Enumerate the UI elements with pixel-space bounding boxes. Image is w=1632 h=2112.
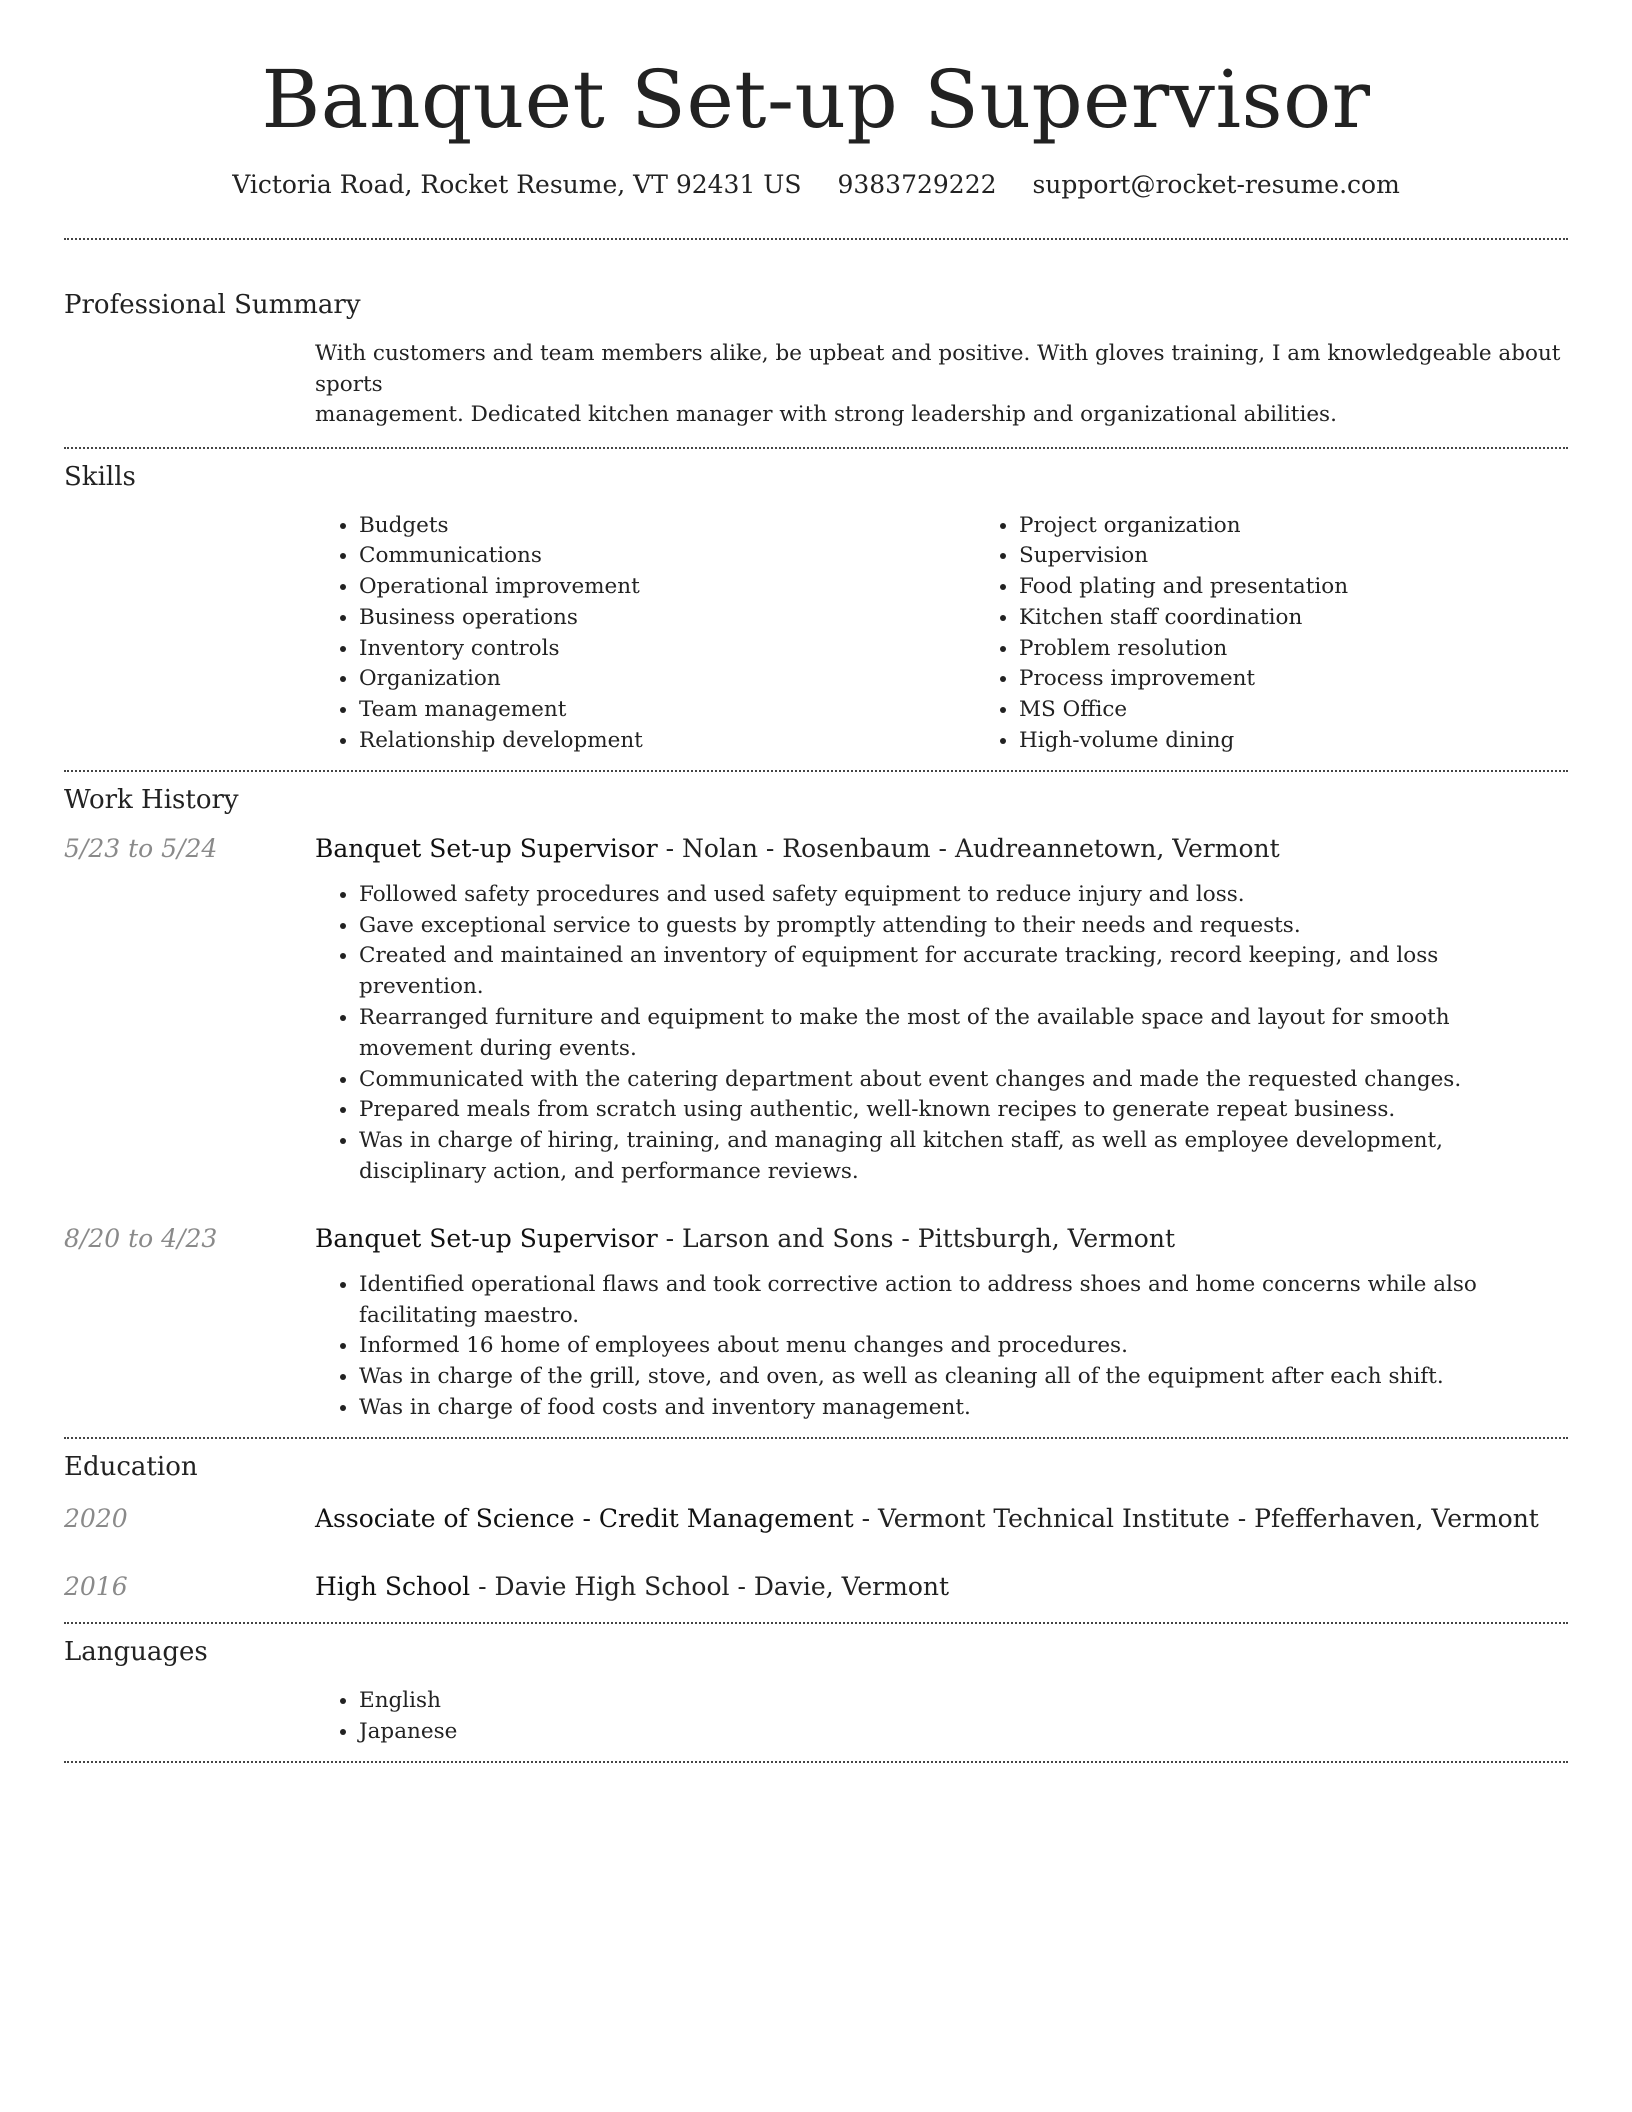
- education-details: - Davie High School - Davie, Vermont: [470, 1571, 950, 1601]
- skill-item: • Kitchen staff coordination: [1019, 603, 1568, 634]
- job-bullet: • Followed safety procedures and used safety equipment to reduce injury and loss.: [359, 880, 1568, 911]
- skill-item: • Budgets: [359, 511, 975, 542]
- contact-email: support@rocket-resume.com: [1032, 170, 1400, 199]
- skill-item: • Team management: [359, 695, 975, 726]
- job-bullet: • Was in charge of food costs and inventory management.: [359, 1393, 1568, 1424]
- skill-item: • Communications: [359, 541, 975, 572]
- section-title-work: Work History: [64, 784, 239, 815]
- job-bullet: • Informed 16 home of employees about menu changes and procedures.: [359, 1331, 1568, 1362]
- job-bullet: • Was in charge of the grill, stove, and oven, as well as cleaning all of the equipment after each shift.: [359, 1362, 1568, 1393]
- skill-item: • Supervision: [1019, 541, 1568, 572]
- job-dates: 8/20 to 4/23: [64, 1223, 218, 1253]
- education-entry: [64, 1570, 1568, 1604]
- work-history-section: [64, 772, 1568, 1424]
- education-year: 2016: [64, 1571, 128, 1601]
- skill-item: • Project organization: [1019, 511, 1568, 542]
- job-bullets: [315, 880, 1568, 1188]
- divider: [64, 1761, 1568, 1763]
- language-item: • English: [359, 1686, 1568, 1717]
- job-entry: [64, 832, 1568, 1188]
- skill-item: • Food plating and presentation: [1019, 572, 1568, 603]
- job-details: - Nolan - Rosenbaum - Audreannetown, Vermont: [657, 833, 1280, 863]
- contact-phone: 9383729222: [837, 170, 997, 199]
- candidate-name: Banquet Set-up Supervisor: [261, 53, 1371, 146]
- job-role: Banquet Set-up Supervisor: [315, 1223, 658, 1253]
- job-heading: [315, 1222, 1568, 1256]
- education-degree: Associate of Science - Credit Management: [315, 1503, 854, 1533]
- job-entry: [64, 1222, 1568, 1424]
- summary-section: [64, 240, 1568, 431]
- job-bullet: • Was in charge of hiring, training, and managing all kitchen staff, as well as employee development, disciplinary action, and performance reviews.: [359, 1126, 1568, 1188]
- education-entry: [64, 1502, 1568, 1536]
- job-dates: 5/23 to 5/24: [64, 833, 218, 863]
- skills-columns: [315, 511, 1568, 757]
- job-heading: [315, 832, 1568, 866]
- section-title-education: Education: [64, 1451, 198, 1482]
- skill-item: • Process improvement: [1019, 664, 1568, 695]
- summary-text: [315, 339, 1568, 431]
- skill-item: • Inventory controls: [359, 634, 975, 665]
- job-bullet: • Communicated with the catering department about event changes and made the requested changes.: [359, 1065, 1568, 1096]
- resume-header: [64, 0, 1568, 202]
- section-title-skills: Skills: [64, 461, 136, 492]
- skill-item: • Operational improvement: [359, 572, 975, 603]
- job-bullet: • Gave exceptional service to guests by promptly attending to their needs and requests.: [359, 911, 1568, 942]
- job-bullet: • Prepared meals from scratch using authentic, well-known recipes to generate repeat business.: [359, 1095, 1568, 1126]
- job-bullet: • Identified operational flaws and took corrective action to address shoes and home concerns while also facilitating maestro.: [359, 1270, 1568, 1332]
- summary-line: With customers and team members alike, be upbeat and positive. With gloves training, I am knowledgeable about sports: [315, 341, 1561, 397]
- skill-item: • Organization: [359, 664, 975, 695]
- skill-item: • Relationship development: [359, 726, 975, 757]
- summary-line: management. Dedicated kitchen manager with strong leadership and organizational abilities.: [315, 402, 1337, 427]
- education-year: 2020: [64, 1503, 128, 1533]
- job-bullets: [315, 1270, 1568, 1424]
- skills-list-left: [315, 511, 975, 757]
- language-item: • Japanese: [359, 1717, 1568, 1748]
- job-bullet: • Created and maintained an inventory of equipment for accurate tracking, record keeping, and loss prevention.: [359, 941, 1568, 1003]
- languages-section: [64, 1624, 1568, 1748]
- skill-item: • High-volume dining: [1019, 726, 1568, 757]
- contact-address: Victoria Road, Rocket Resume, VT 92431 US: [232, 170, 802, 199]
- education-details: - Vermont Technical Institute - Pfefferhaven, Vermont: [853, 1503, 1539, 1533]
- skill-item: • Problem resolution: [1019, 634, 1568, 665]
- job-details: - Larson and Sons - Pittsburgh, Vermont: [657, 1223, 1176, 1253]
- education-degree: High School: [315, 1571, 471, 1601]
- contact-line: [64, 168, 1568, 202]
- languages-list: [315, 1686, 1568, 1748]
- section-title-languages: Languages: [64, 1636, 208, 1667]
- skills-section: [64, 449, 1568, 757]
- job-bullet: • Rearranged furniture and equipment to make the most of the available space and layout for smooth movement during events.: [359, 1003, 1568, 1065]
- section-title-summary: Professional Summary: [64, 290, 361, 320]
- skill-item: • Business operations: [359, 603, 975, 634]
- skill-item: • MS Office: [1019, 695, 1568, 726]
- skills-list-right: [975, 511, 1568, 757]
- education-section: [64, 1439, 1568, 1604]
- job-role: Banquet Set-up Supervisor: [315, 833, 658, 863]
